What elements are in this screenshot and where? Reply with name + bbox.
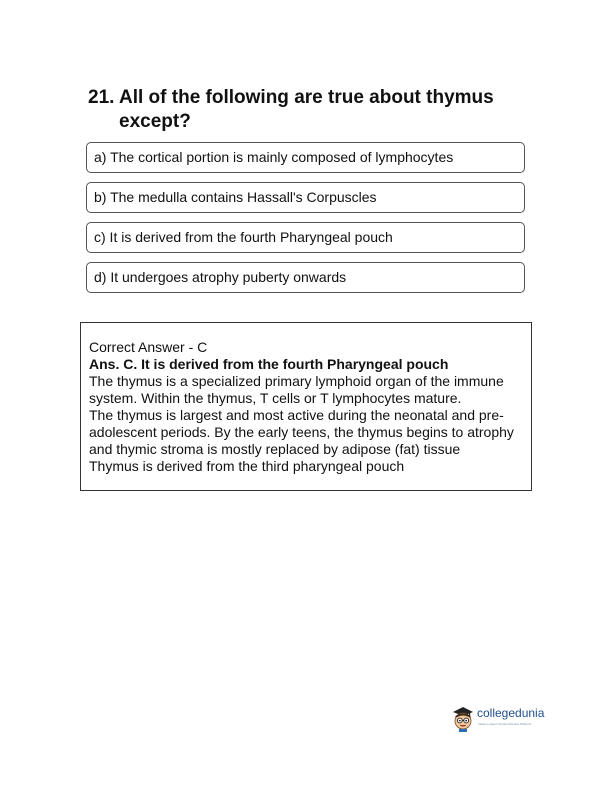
option-d[interactable]: d) It undergoes atrophy puberty onwards — [86, 262, 525, 293]
answer-explanation-box — [80, 322, 532, 491]
question-heading — [88, 86, 538, 134]
logo-brand-text: collegedunia — [477, 706, 545, 720]
explanation-line: The thymus is largest and most active during the neonatal and pre- — [89, 407, 504, 423]
explanation-line: The thymus is a specialized primary lymphoid organ of the immune — [89, 373, 504, 389]
explanation-line: Thymus is derived from the third pharyngeal pouch — [89, 458, 405, 474]
graduate-mascot-icon — [452, 706, 474, 732]
option-b[interactable]: b) The medulla contains Hassall's Corpuscles — [86, 182, 525, 213]
option-c[interactable]: c) It is derived from the fourth Pharyngeal pouch — [86, 222, 525, 253]
question-number: 21. — [88, 87, 115, 108]
question-text-line1: All of the following are true about thymus — [119, 87, 494, 108]
question-text-line2: except? — [119, 111, 191, 132]
correct-answer-label: Correct Answer - C — [89, 339, 208, 355]
explanation-line: system. Within the thymus, T cells or T lymphocytes mature. — [89, 390, 462, 406]
option-a[interactable]: a) The cortical portion is mainly composed of lymphocytes — [86, 142, 525, 173]
answer-title: Ans. C. It is derived from the fourth Pharyngeal pouch — [89, 356, 449, 372]
collegedunia-logo — [452, 704, 562, 734]
logo-tagline: India's Largest Student Review Platform — [478, 722, 532, 726]
explanation-line: adolescent periods. By the early teens, the thymus begins to atrophy — [89, 424, 514, 440]
explanation-line: and thymic stroma is mostly replaced by adipose (fat) tissue — [89, 441, 461, 457]
